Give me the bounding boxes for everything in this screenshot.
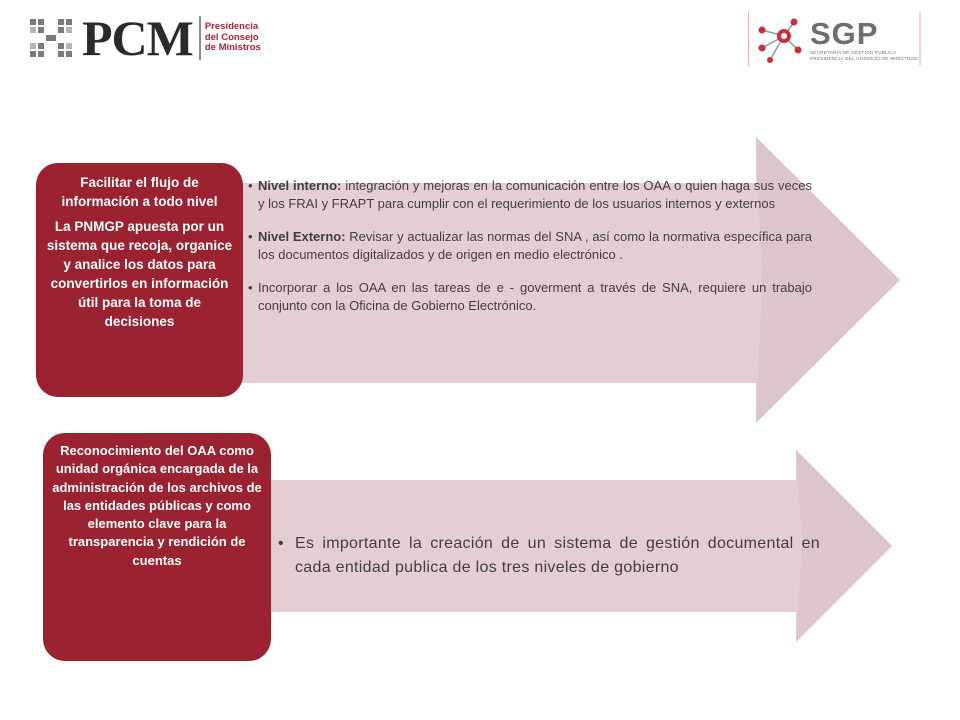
pcm-logo	[26, 10, 261, 66]
pcm-emblem-icon	[26, 15, 76, 61]
pcm-subtitle-line: Presidencia	[204, 21, 259, 33]
bullet-lead: Nivel Externo:	[258, 229, 346, 244]
info-flow-title: Facilitar el flujo de información a todo nivel	[61, 175, 218, 209]
oaa-label: Reconocimiento del OAA como unidad orgánica encargada de la administración de los archivos de las entidades públicas y como elemento clave para la transparencia y rendición de cuentas	[52, 443, 262, 568]
bullet-text: Es importante la creación de un sistema de gestión documental en cada entidad publica de los tres niveles de gobierno	[295, 535, 820, 576]
sgp-tagline-line: SECRETARÍA DE GESTIÓN PÚBLICA	[810, 50, 897, 55]
sgp-tagline	[810, 50, 918, 61]
sgp-tagline-line: PRESIDENCIA DEL CONSEJO DE MINISTROS	[810, 55, 918, 61]
info-flow-label-box	[36, 163, 243, 397]
bullet-item	[248, 279, 812, 315]
bullet-text: integración y mejoras en la comunicación entre los OAA o quien haga sus veces y los FRAI y FRAPT para cumplir con el requerimiento de los usuarios internos y externos	[258, 178, 812, 211]
pcm-subtitle	[205, 22, 261, 54]
info-flow-arrow	[232, 137, 900, 423]
bullet-text: Incorporar a los OAA en las tareas de e - goverment a través de SNA, requiere un trabajo conjunto con la Oficina de Gobierno Electrónico.	[258, 280, 812, 313]
bullet-lead: Nivel interno:	[258, 178, 342, 193]
bullet-item	[248, 228, 812, 264]
bullet-text: Revisar y actualizar las normas del SNA , así como la normativa específica para los documentos digitalizados y de origen en medio electrónico .	[258, 229, 812, 262]
pcm-divider	[199, 16, 201, 60]
oaa-arrow	[232, 450, 892, 642]
oaa-bullet-list	[278, 532, 820, 580]
oaa-label-box	[43, 433, 271, 661]
pcm-subtitle-line: de Ministros	[204, 42, 261, 54]
info-flow-body: La PNMGP apuesta por un sistema que recoja, organice y analice los datos para convertirlos en información útil para la toma de decisiones	[46, 219, 233, 329]
pcm-subtitle-line: del Consejo	[204, 31, 259, 43]
bullet-item	[278, 532, 820, 580]
sgp-logo	[748, 12, 922, 66]
bullet-item	[248, 177, 812, 213]
sgp-wordmark: SGP	[810, 16, 879, 51]
pcm-wordmark: PCM	[82, 10, 193, 66]
info-flow-bullet-list	[248, 177, 812, 330]
